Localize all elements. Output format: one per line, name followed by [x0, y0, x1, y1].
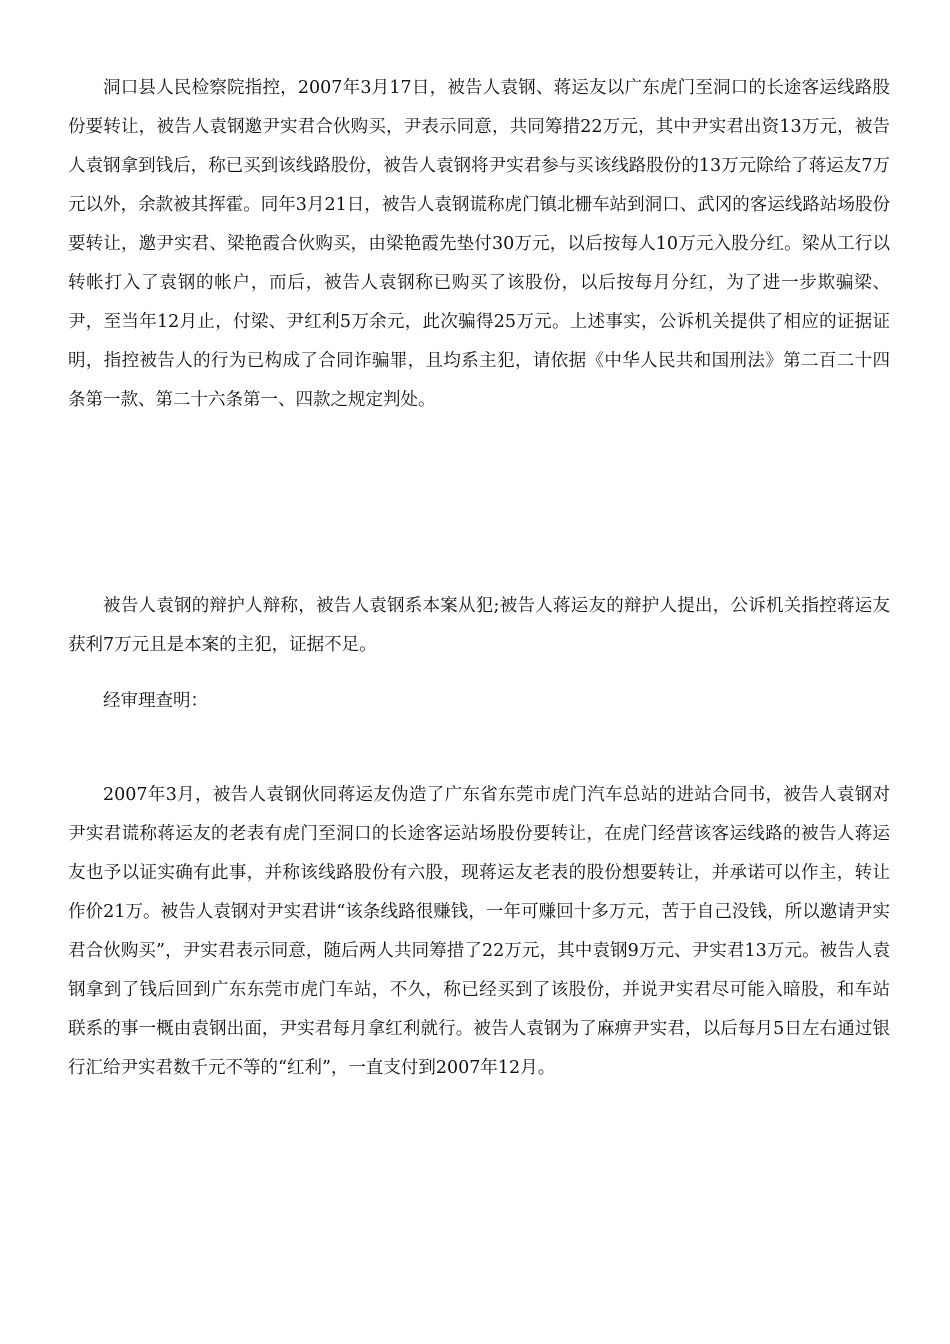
paragraph-findings-facts: 2007年3月，被告人袁钢伙同蒋运友伪造了广东省东莞市虎门汽车总站的进站合同书，被告人袁钢对尹实君谎称蒋运友的老表有虎门至洞口的长途客运站场股份要转让，在虎门经营该客运线路的被告人蒋运友也予以证实确有此事，并称该线路股份有六股，现蒋运友老表的股份想要转让，并承诺可以作主，转让作价21万。被告人袁钢对尹实君讲“该条线路很赚钱，一年可赚回十多万元，苦于自己没钱，所以邀请尹实君合伙购买”，尹实君表示同意，随后两人共同筹措了22万元，其中袁钢9万元、尹实君13万元。被告人袁钢拿到了钱后回到广东东莞市虎门车站，不久，称已经买到了该股份，并说尹实君尽可能入暗股，和车站联系的事一概由袁钢出面，尹实君每月拿红利就行。被告人袁钢为了麻痹尹实君，以后每月5日左右通过银行汇给尹实君数千元不等的“红利”，一直支付到2007年12月。 — [68, 785, 890, 1078]
paragraph-defense-argument: 被告人袁钢的辩护人辩称，被告人袁钢系本案从犯;被告人蒋运友的辩护人提出，公诉机关指控蒋运友获利7万元且是本案的主犯，证据不足。 — [68, 596, 890, 655]
paragraph-prosecution-charge: 洞口县人民检察院指控，2007年3月17日，被告人袁钢、蒋运友以广东虎门至洞口的长途客运线路股份要转让，被告人袁钢邀尹实君合伙购买，尹表示同意，共同筹措22万元，其中尹实君出资13万元，被告人袁钢拿到钱后，称已买到该线路股份，被告人袁钢将尹实君参与买该线路股份的13万元除给了蒋运友7万元以外，余款被其挥霍。同年3月21日，被告人袁钢谎称虎门镇北栅车站到洞口、武冈的客运线路站场股份要转让，邀尹实君、梁艳霞合伙购买，由梁艳霞先垫付30万元，以后按每人10万元入股分红。梁从工行以转帐打入了袁钢的帐户，而后，被告人袁钢称已购买了该股份，以后按每月分红，为了进一步欺骗梁、尹，至当年12月止，付梁、尹红利5万余元，此次骗得25万元。上述事实，公诉机关提供了相应的证据证明，指控被告人的行为已构成了合同诈骗罪，且均系主犯，请依据《中华人民共和国刑法》第二百二十四条第一款、第二十六条第一、四款之规定判处。 — [68, 78, 890, 410]
paragraph-findings-heading: 经审理查明： — [103, 691, 208, 711]
